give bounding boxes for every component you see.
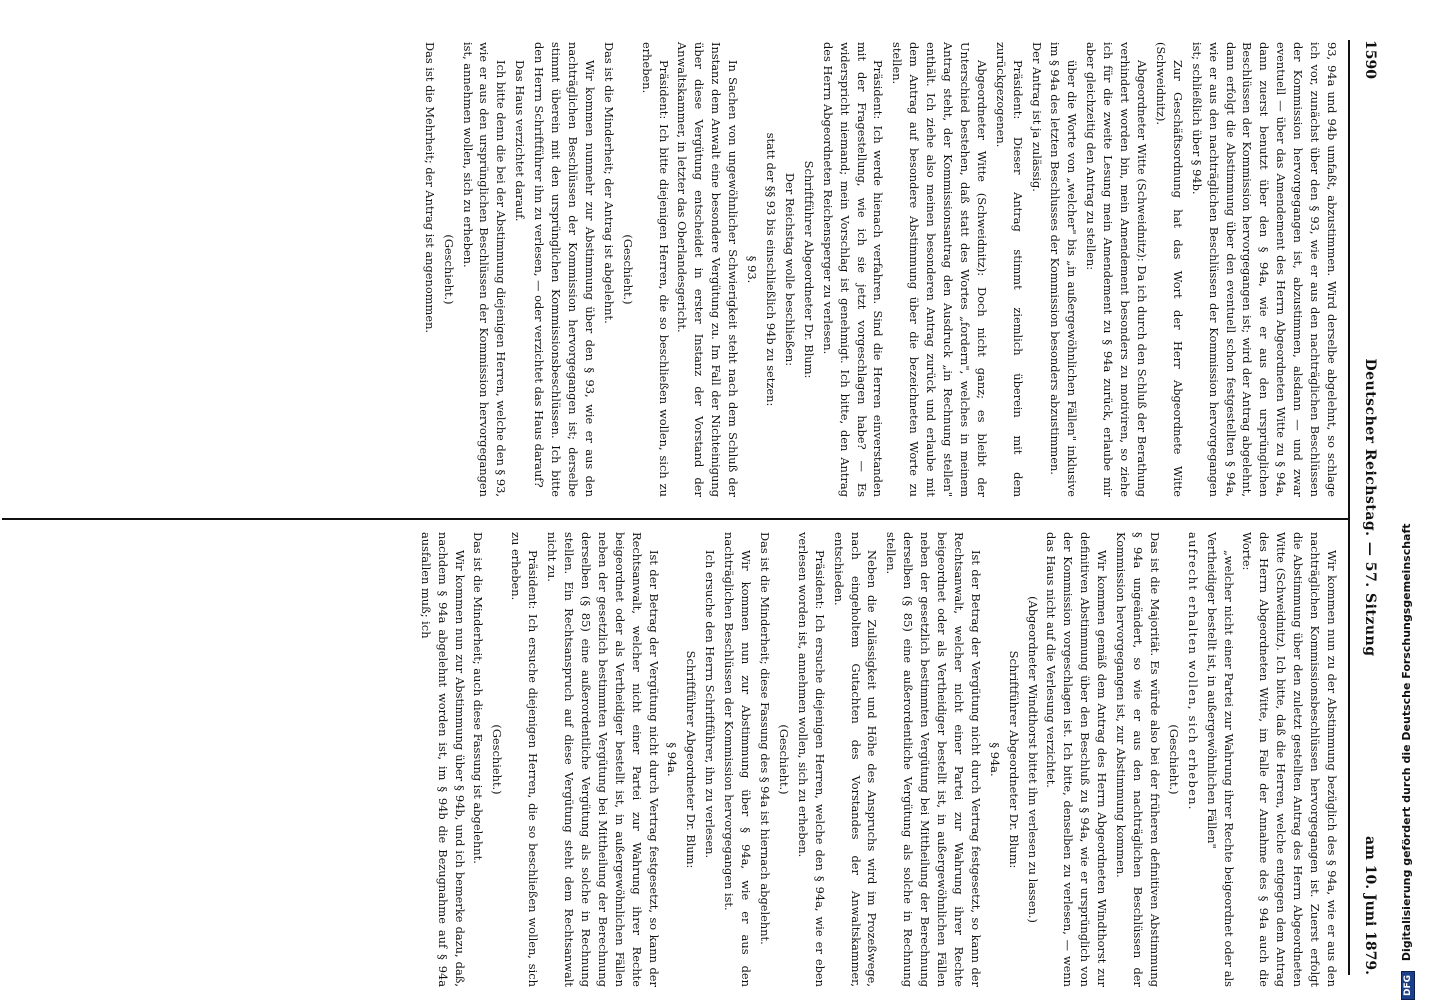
- section-heading: § 94a.: [987, 742, 1002, 777]
- paragraph: Wir kommen nun zu der Abstimmung bezüglich des § 94a, wie er aus den nachträglichen Kommissionsbeschlüssen hervorgegangen ist. Zuerst erfolgt die Abstimmung über den zuletzt gestellten Antrag des Herrn Abgeordneten Witte (Schweidnitz). Ich bitte, daß die Herren, welche entgegen dem Antrag des Herrn Abgeordneten Witte, im Falle der Annahme des § 94a auch die Worte:: [1240, 532, 1339, 987]
- stage-note: (Geschieht.): [490, 724, 505, 795]
- paragraph: Das ist die Majorität. Es würde also bei der früheren definitiven Abstimmung § 94a ungeändert, so wie er aus den nachträglichen Beschlüssen der Kommission hervorgegangen ist, zur Abstimmung kommen.: [1114, 532, 1162, 987]
- header-rule: [1348, 40, 1350, 975]
- stage-note: (Geschieht.): [620, 234, 635, 305]
- paragraph: Der Reichstag wolle beschließen:: [782, 172, 797, 367]
- paragraph: Präsident: Ich ersuche diejenigen Herren, welche den § 94a, wie er eben verlesen worden ist, annehmen wollen, sich zu erheben.: [795, 532, 827, 987]
- section-heading: § 94a.: [665, 742, 680, 777]
- paragraph: Das ist die Minderheit; auch diese Fassung ist abgelehnt.: [471, 532, 486, 864]
- paragraph: Der Antrag ist ja zulässig.: [1029, 42, 1044, 192]
- paragraph: Wir kommen gemäß dem Antrag des Herrn Abgeordneten Windthorst zur definitiven Abstimmung über den Beschluß zu § 94a, wie er ursprünglich von der Kommission vorgeschlagen ist. Ich bitte, denselben zu verlesen, — wenn das Haus nicht auf die Verlesung verzichtet.: [1044, 532, 1110, 987]
- paragraph: Ist der Betrag der Vergütung nicht durch Vertrag festgesetzt, so kann der Rechtsanwalt, welcher nicht einer Partei zur Wahrung ihrer Rechte beigeordnet oder als Vertheidiger bestellt ist, in außergewöhnlichen Fällen neben der gesetzlich bestimmten Vergütung bei Mittheilung der Berechnung derselben (§ 85) eine außerordentliche Vergütung als solche in Rechnung stellen. Ein Rechtsanspruch auf diese Vergütung steht dem Rechtsanwalt nicht zu.: [545, 532, 661, 987]
- section-heading: § 93.: [745, 255, 760, 284]
- paragraph: Das ist die Mehrheit; der Antrag ist angenommen.: [422, 42, 437, 334]
- stage-note: (Geschieht.): [776, 724, 791, 795]
- column-divider: [2, 518, 1348, 520]
- stage-note: (Geschieht.): [1166, 724, 1181, 795]
- paragraph: Präsident: Ich ersuche diejenigen Herren, die so beschließen wollen, sich zu erheben.: [509, 532, 541, 987]
- speaker-heading: Schriftführer Abgeordneter Dr. Blum:: [684, 650, 699, 869]
- left-column: [419, 42, 1340, 497]
- page-number: 1590: [1362, 40, 1378, 79]
- right-column: [415, 532, 1340, 987]
- page-header: [1356, 40, 1390, 975]
- paragraph: 93, 94a und 94b umfaßt, abzustimmen. Wird derselbe abgelehnt, so schlage ich vor, zunächst über den § 93, wie er aus den nachträglichen Beschlüssen der Kommission hervorgegangen ist, abzustimmen, alsdann — und zwar eventuell — über das Amendement des Herrn Abgeordneten Witte zu § 94a, dann zuerst benutzt über den § 94a, wie er aus den ursprünglichen Beschlüssen der Kommission hervorgegangen ist; wird der Antrag abgelehnt, dann erfolgt die Abstimmung über den eventuell schon festgestellten § 94a, wie er aus den nachträglichen Beschlüssen der Kommission hervorgegangen ist; schließlich über § 94b.: [1189, 42, 1339, 497]
- paragraph: Ist der Betrag der Vergütung nicht durch Vertrag festgesetzt, so kann der Rechtsanwalt, welcher nicht einer Partei zur Wahrung ihrer Rechte beigeordnet oder als Vertheidiger bestellt ist, in außergewöhnlichen Fällen neben der gesetzlich bestimmten Vergütung bei Mittheilung der Berechnung derselben (§ 85) eine außerordentliche Vergütung als solche in Rechnung stellen.: [884, 532, 983, 987]
- paragraph: statt der §§ 93 bis einschließlich 94b zu setzen:: [764, 132, 778, 407]
- dfg-logo: DFG: [1401, 971, 1415, 1000]
- quoted-words: „welcher nicht einer Partei zur Wahrung ihrer Rechte beigeordnet oder als Vertheidiger bestellt ist, in außergewöhnlichen Fällen": [1204, 532, 1236, 987]
- session-date: am 10. Juni 1879.: [1362, 835, 1378, 975]
- paragraph: Abgeordneter Witte (Schweidnitz): Da ich durch den Schluß der Berathung verhindert worden bin, mein Amendement besonders zu motiviren, so ziehe ich für die zweite Lesung mein Amendement zu § 94a zurück, erlaube mir aber gleichzeitig den Antrag zu stellen:: [1084, 42, 1150, 497]
- paragraph: Neben die Zulässigkeit und Höhe des Anspruchs wird im Prozeßwege, nach eingeholtem Gutachten des Vorstandes der Anwaltskammer, entschieden.: [831, 532, 880, 987]
- paragraph: Zur Geschäftsordnung hat das Wort der Herr Abgeordnete Witte (Schweidnitz).: [1153, 42, 1185, 497]
- paragraph: aufrecht erhalten wollen, sich erheben.: [1185, 532, 1200, 811]
- paragraph: Ich bitte denn die bei der Abstimmung diejenigen Herren, welche den § 93, wie er aus den ursprünglichen Beschlüssen der Kommission hervorgegangen ist, annehmen wollen, sich zu erheben.: [460, 42, 509, 497]
- paragraph: Das ist die Minderheit; der Antrag ist abgelehnt.: [601, 42, 616, 324]
- paragraph: Ich ersuche den Herrn Schriftführer, ihn zu verlesen.: [703, 550, 718, 859]
- stage-note: (Abgeordneter Windthorst bittet ihn verlesen zu lassen.): [1025, 596, 1040, 923]
- document-sheet: [2, 0, 1392, 1000]
- speaker-heading: Schriftführer Abgeordneter Dr. Blum:: [801, 160, 816, 379]
- page-title: Deutscher Reichstag. — 57. Sitzung: [1362, 358, 1378, 657]
- paragraph: Das Haus verzichtet darauf.: [513, 60, 528, 222]
- paragraph: In Sachen von ungewöhnlicher Schwierigkeit steht nach dem Schluß der Instanz dem Anwalt eine besondere Vergütung zu. Im Fall der Nichteinigung über diese Vergütung entscheidet in erster Instanz der Vorstand der Anwaltskammer, in letzter das Oberlandesgericht.: [675, 42, 741, 497]
- paragraph: Abgeordneter Witte (Schweidnitz): Doch nicht ganz; es bleibt der Unterschied bestehen, daß statt des Wortes „fordern", welches in meinem Antrag steht, der Kommissionsantrag den Ausdruck „in Rechnung stellen" enthält. Ich ziehe also meinen besonderen Antrag zurück und erlaube mit dem Antrag auf besondere Abstimmung über die bezeichneten Worte zu stellen.: [890, 42, 989, 497]
- speaker-heading: Schriftführer Abgeordneter Dr. Blum:: [1006, 650, 1021, 869]
- paragraph: Präsident: Ich werde hienach verfahren. Sind die Herren einverstanden mit der Fragestellung, wie ich sie jetzt vorgeschlagen habe? — Es widerspricht niemand; mein Vorschlag ist genehmigt. Ich bitte, den Antrag des Herrn Abgeordneten Reichensperger zu verlesen.: [820, 42, 886, 497]
- paragraph: Präsident: Ich bitte diejenigen Herren, die so beschließen wollen, sich zu erheben.: [639, 42, 671, 497]
- digitization-footer: [1400, 20, 1426, 1000]
- paragraph: Präsident: Dieser Antrag stimmt ziemlich überein mit dem zurückgezogenen.: [993, 42, 1025, 497]
- stage-note: (Geschieht.): [441, 234, 456, 305]
- quoted-motion: über die Worte von „welcher" bis „in außergewöhnlichen Fällen" inklusive im § 94a des letzten Beschlusses der Kommission besonders abzustimmen.: [1048, 42, 1080, 497]
- footer-text: Digitalisierung gefördert durch die Deutsche Forschungsgemeinschaft: [1400, 523, 1413, 962]
- paragraph: Wir kommen nunmehr zur Abstimmung über den § 93, wie er aus den nachträglichen Beschlüssen der Kommission hervorgegangen ist; derselbe stimmt überein mit den ursprünglichen Kommissionsbeschlüssen. Ich bitte den Herrn Schriftführer ihn zu verlesen, — oder verzichtet das Haus darauf?: [532, 42, 597, 497]
- paragraph: Wir kommen nun zur Abstimmung über § 94b, und ich bemerke dazu, daß, nachdem § 94a abgelehnt worden ist, im § 94b die Bezugnahme auf § 94a ausfallen muß; ich: [418, 532, 467, 987]
- paragraph: Das ist die Minderheit; diese Fassung des § 94a ist hiernach abgelehnt.: [758, 532, 772, 945]
- paragraph: Wir kommen nun zur Abstimmung über § 94a, wie er aus den nachträglichen Beschlüssen der Kommission hervorgegangen ist.: [722, 532, 754, 987]
